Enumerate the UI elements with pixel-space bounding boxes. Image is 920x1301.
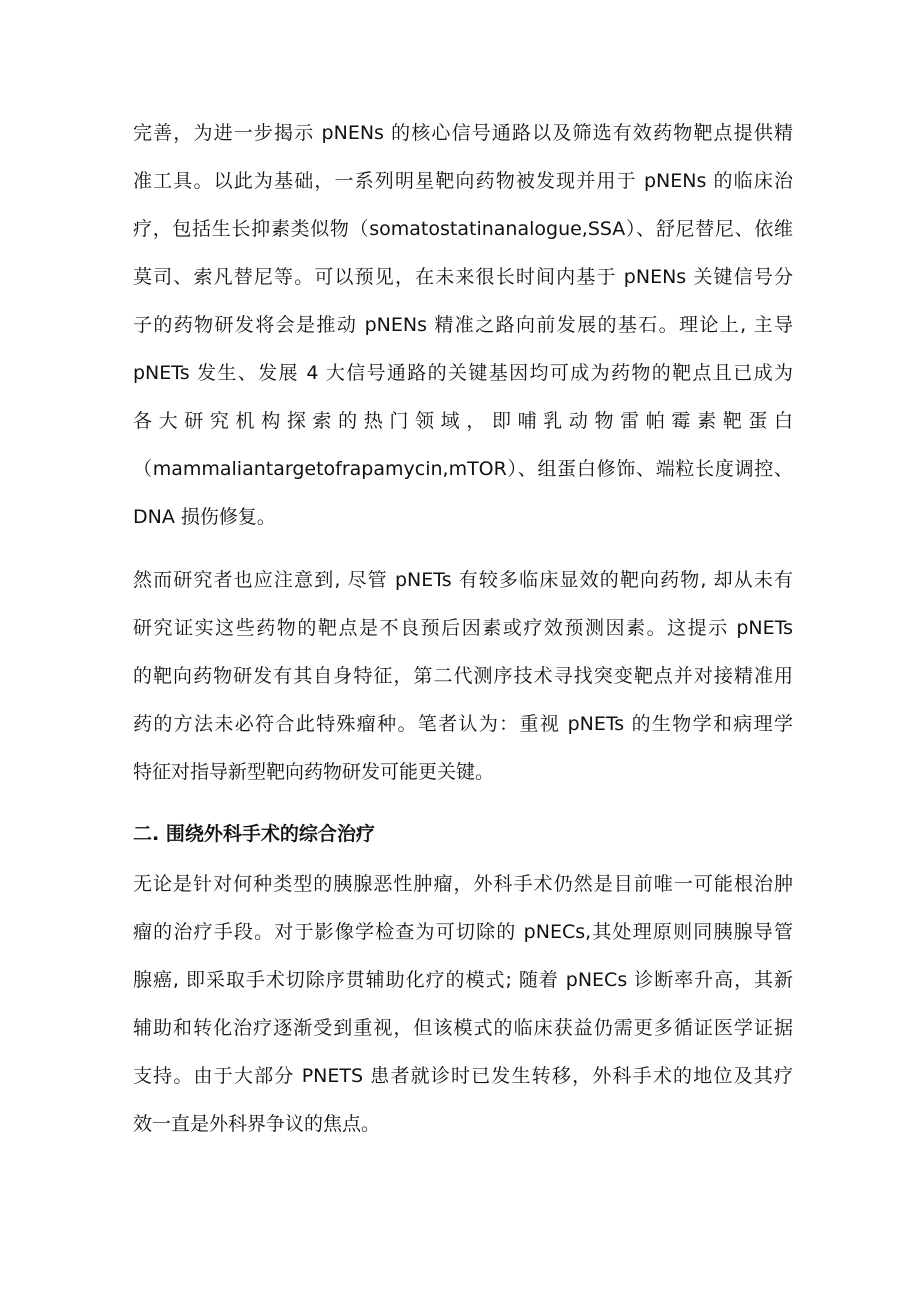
text-line: 效一直是外科界争议的焦点。 bbox=[133, 1113, 381, 1135]
text-line: 瘤的治疗手段。对于影像学检查为可切除的 pNECs,其处理原则同胰腺导管 bbox=[133, 921, 793, 943]
text-line: 子的药物研发将会是推动 pNENs 精准之路向前发展的基石。理论上, 主导 bbox=[133, 314, 793, 336]
text-line: 莫司、索凡替尼等。可以预见，在未来很长时间内基于 pNENs 关键信号分 bbox=[133, 266, 793, 288]
text-line: 特征对指导新型靶向药物研发可能更关键。 bbox=[133, 761, 495, 783]
text-line: pNETs 发生、发展 4 大信号通路的关键基因均可成为药物的靶点且已成为 bbox=[133, 362, 793, 384]
text-line: 药的方法未必符合此特殊瘤种。笔者认为：重视 pNETs 的生物学和病理学 bbox=[133, 713, 793, 735]
text-line: 腺癌, 即采取手术切除序贯辅助化疗的模式; 随着 pNECs 诊断率升高，其新 bbox=[133, 969, 793, 991]
text-line: 准工具。以此为基础，一系列明星靶向药物被发现并用于 pNENs 的临床治 bbox=[133, 170, 793, 192]
paragraph-researcher-caution bbox=[133, 556, 793, 796]
section-heading: 二. 围绕外科手术的综合治疗 bbox=[133, 823, 375, 845]
paragraph-surgery bbox=[133, 860, 793, 1148]
text-line: 疗，包括生长抑素类似物（somatostatinanalogue,SSA）、舒尼替尼、依维 bbox=[133, 218, 793, 240]
text-line: 无论是针对何种类型的胰腺恶性肿瘤，外科手术仍然是目前唯一可能根治肿 bbox=[133, 873, 793, 895]
text-line: 然而研究者也应注意到, 尽管 pNETs 有较多临床显效的靶向药物, 却从未有 bbox=[133, 569, 793, 591]
text-line: DNA 损伤修复。 bbox=[133, 506, 276, 528]
paragraph-targeted-drugs bbox=[133, 109, 793, 541]
text-line: 辅助和转化治疗逐渐受到重视，但该模式的临床获益仍需更多循证医学证据 bbox=[133, 1017, 793, 1039]
text-line: 支持。由于大部分 PNETS 患者就诊时已发生转移，外科手术的地位及其疗 bbox=[133, 1065, 793, 1087]
text-line: 各 大 研 究 机 构 探 索 的 热 门 领 域 ， 即 哺 乳 动 物 雷 帕 霉 素 靶 蛋 白 bbox=[133, 410, 793, 432]
text-line: 的靶向药物研发有其自身特征，第二代测序技术寻找突变靶点并对接精准用 bbox=[133, 665, 793, 687]
text-line: （mammaliantargetofrapamycin,mTOR）、组蛋白修饰、端粒长度调控、 bbox=[133, 458, 793, 480]
text-line: 完善，为进一步揭示 pNENs 的核心信号通路以及筛选有效药物靶点提供精 bbox=[133, 122, 793, 144]
text-line: 研究证实这些药物的靶点是不良预后因素或疗效预测因素。这提示 pNETs bbox=[133, 617, 793, 639]
